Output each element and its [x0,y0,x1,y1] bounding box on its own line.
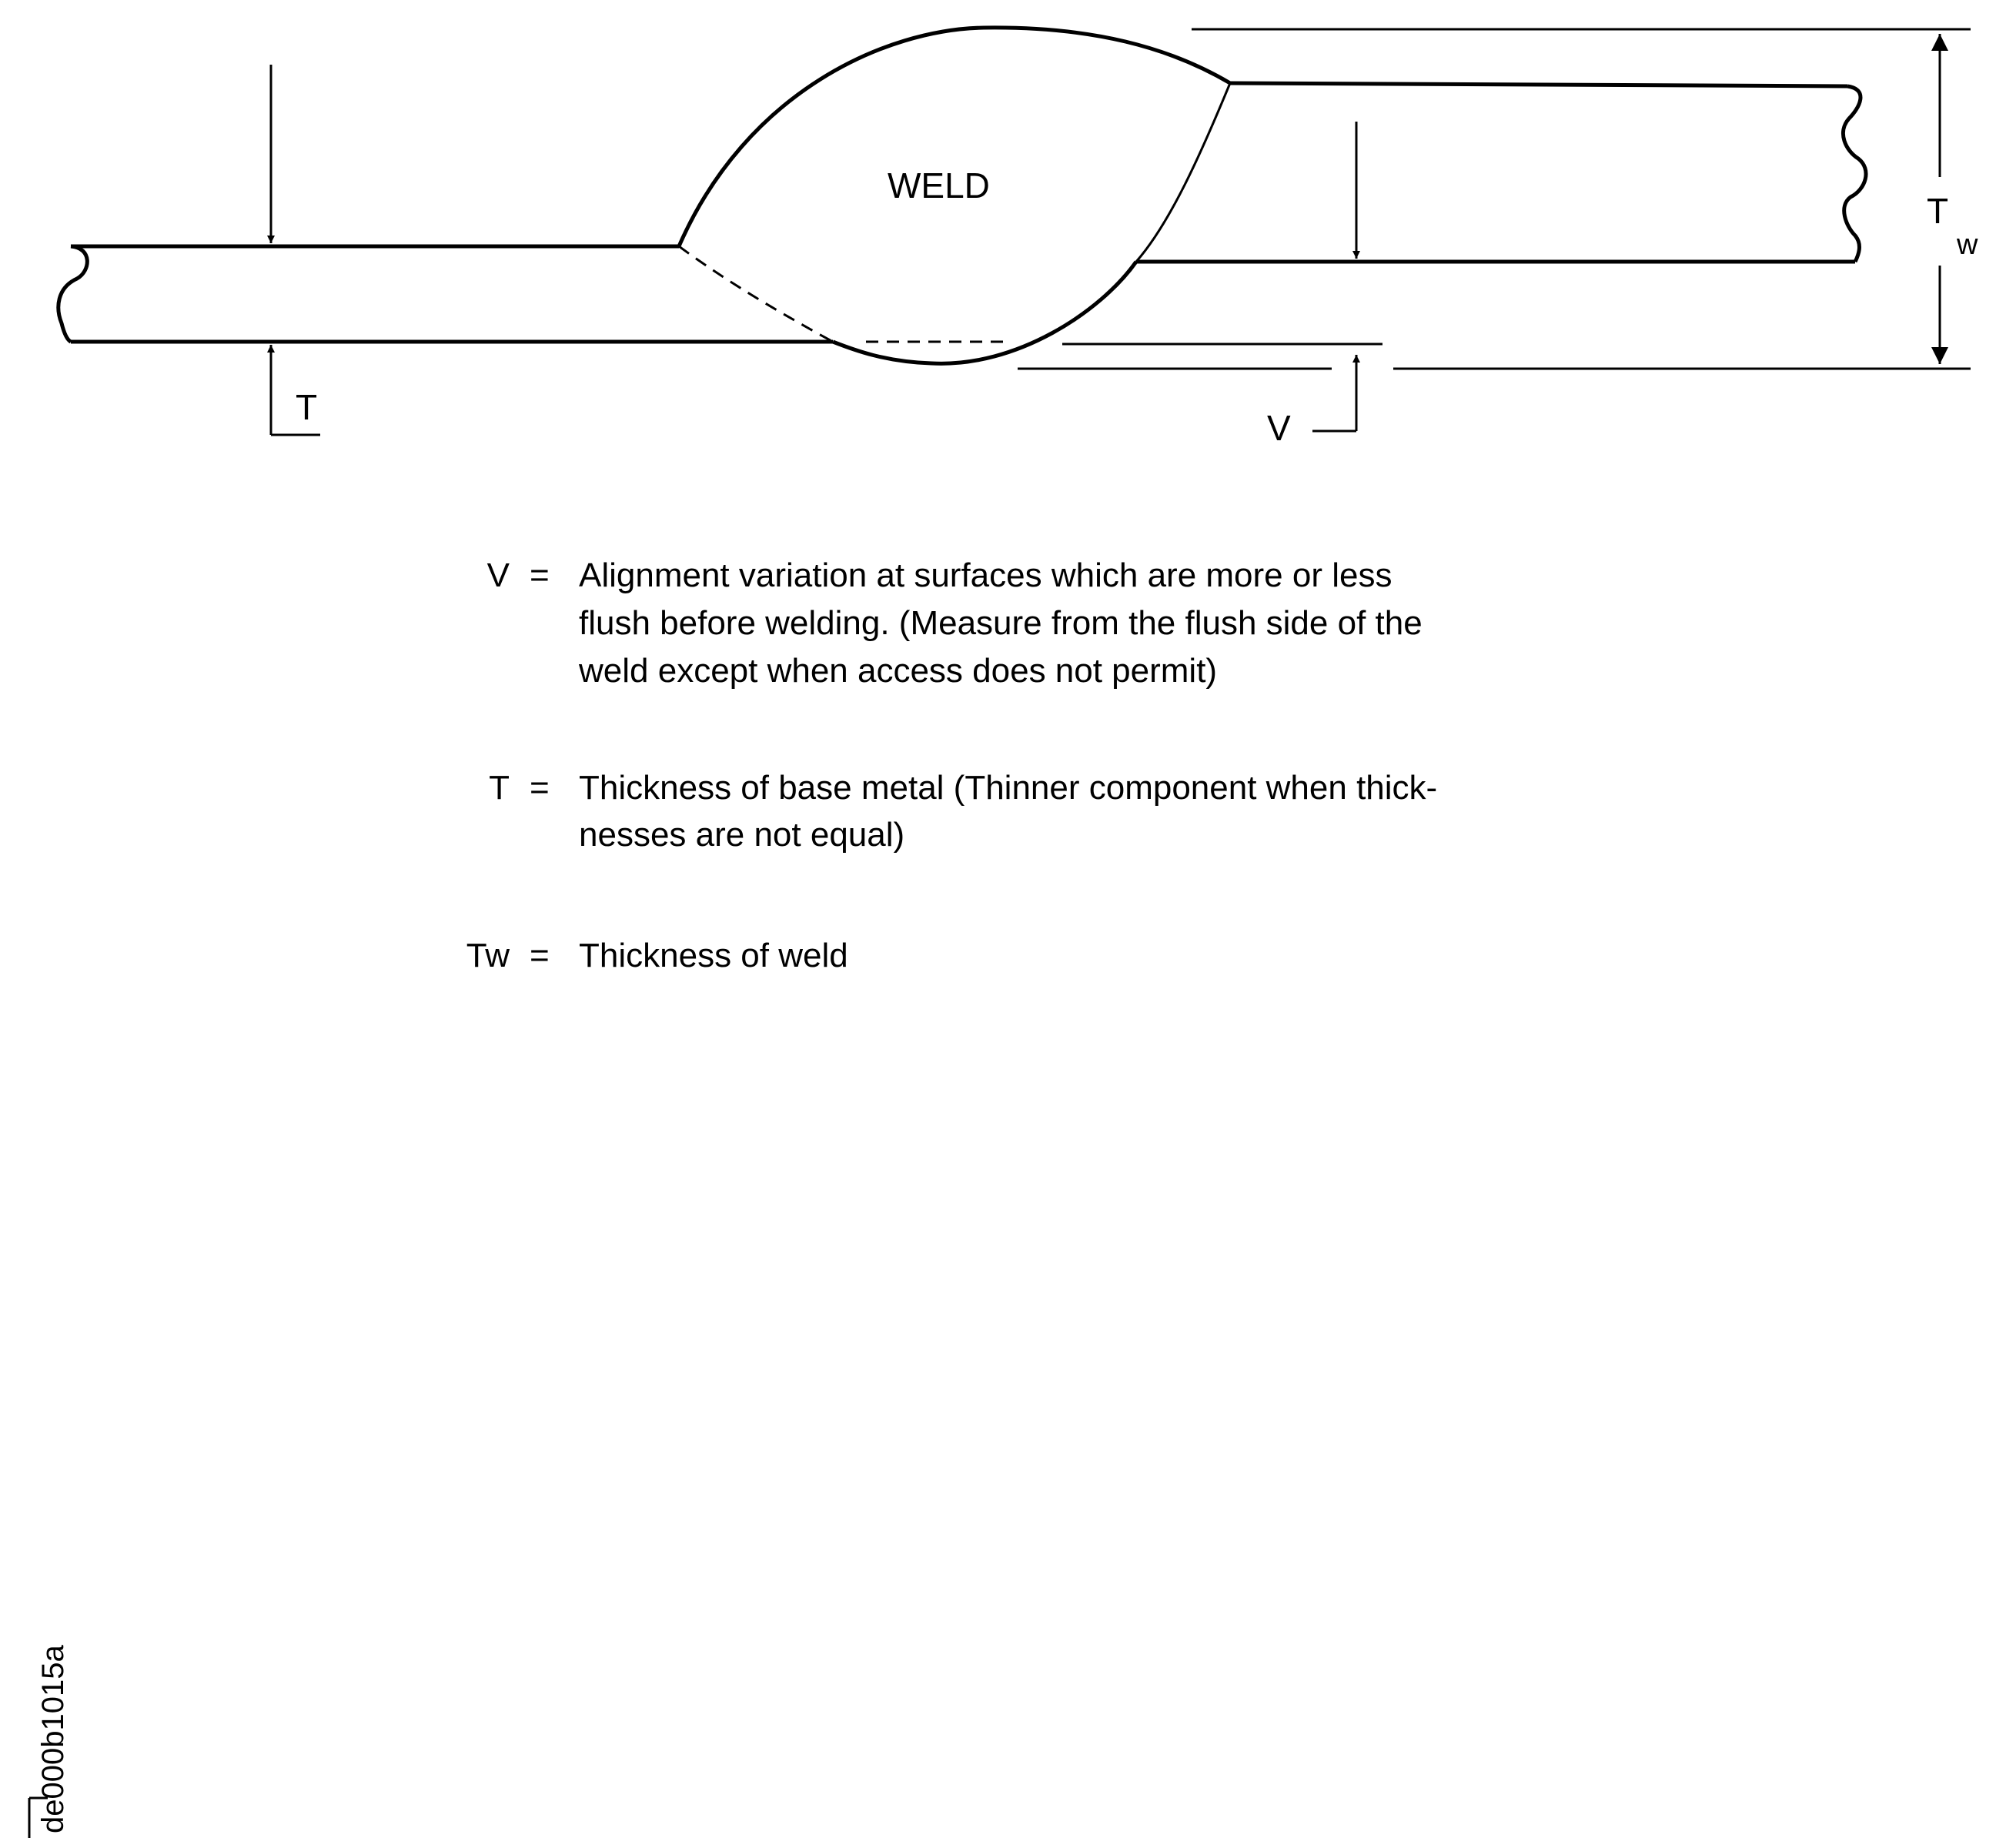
legend-symbol: T [489,769,510,807]
legend-symbol: V [486,556,510,594]
legend [466,556,1437,974]
legend-text-line: Alignment variation at surfaces which are more or less [579,556,1393,594]
figure-code-text: de000b1015a [36,1645,70,1833]
dim-tw-label: T [1927,191,1949,231]
right-plate [1136,83,1866,262]
legend-text-line: Thickness of weld [579,937,848,974]
legend-equals: = [530,556,550,594]
legend-item-tw [466,937,848,974]
legend-text-line: weld except when access does not permit) [579,652,1218,690]
left-break-line [59,246,87,342]
dim-t-label: T [296,387,318,427]
weld-label: WELD [888,165,990,206]
left-plate [59,246,833,342]
legend-text-line: flush before welding. (Measure from the flush side of the [579,604,1423,642]
legend-item-t [489,769,1437,854]
legend-equals: = [530,937,550,974]
legend-text-line: nesses are not equal) [579,816,905,854]
hidden-root-line [679,246,833,342]
figure-code [29,1645,70,1838]
dim-v [1018,122,1971,431]
dim-t [271,65,320,435]
legend-text-line: Thickness of base metal (Thinner component when thick- [579,769,1438,807]
legend-item-v [487,556,1423,690]
dim-v-label: V [1267,408,1291,448]
right-break-line [1843,86,1866,262]
legend-equals: = [530,769,550,807]
dim-tw-subscript: w [1957,229,1978,261]
legend-symbol: Tw [466,937,510,974]
